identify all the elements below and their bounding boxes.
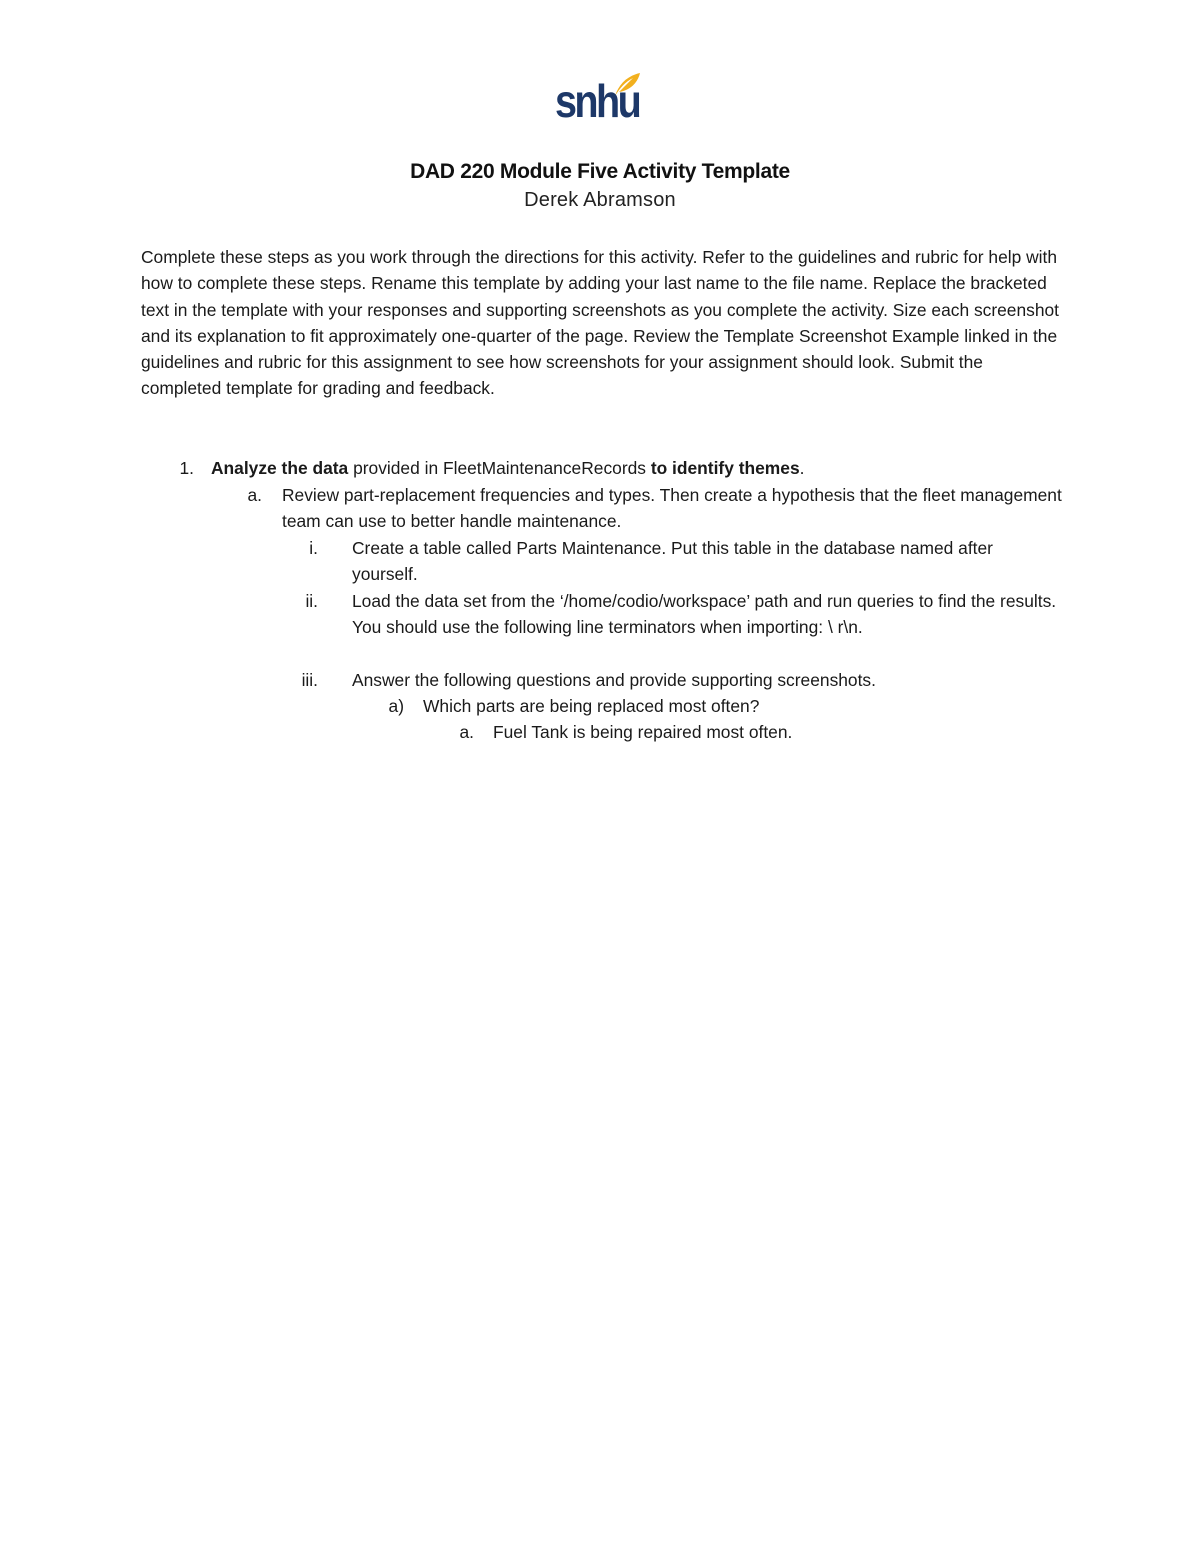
step-1-bold-tail: to identify themes — [650, 458, 800, 478]
document-title: DAD 220 Module Five Activity Template — [410, 160, 790, 183]
step-a: Review part-replacement frequencies and types. Then create a hypothesis that the fleet management team can use to better handle maintenance. — [282, 485, 1062, 532]
snhu-logo — [555, 72, 641, 134]
list-marker-answer-a: a. — [459, 722, 474, 742]
step-i: Create a table called Parts Maintenance. Put this table in the database named after yourself. — [352, 538, 993, 585]
list-marker-a: a. — [247, 485, 262, 505]
list-marker-question-a: a) — [388, 696, 404, 716]
logo-wordmark: snhu — [555, 75, 640, 127]
list-marker-ii: ii. — [305, 591, 318, 611]
step-iii: Answer the following questions and provide supporting screenshots. — [352, 670, 876, 690]
document-author: Derek Abramson — [524, 189, 676, 211]
step-1-bold-lead: Analyze the data — [211, 458, 349, 478]
list-marker-i: i. — [309, 538, 318, 558]
list-marker-iii: iii. — [301, 670, 318, 690]
intro-paragraph: Complete these steps as you work through the directions for this activity. Refer to the guidelines and rubric for help with how to complete these steps. Rename this template by adding your last name to the file name. Replace the bracketed text in the template with your responses and supporting screenshots as you complete the activity. Size each screenshot and its explanation to fit approximately one-quarter of the page. Review the Template Screenshot Example linked in the guidelines and rubric for this assignment to see how screenshots for your assignment should look. Submit the completed template for grading and feedback. — [141, 247, 1060, 399]
list-marker-1: 1. — [179, 458, 194, 478]
step-1-middle: provided in FleetMaintenanceRecords — [348, 458, 651, 478]
question-a: Which parts are being replaced most often? — [423, 696, 760, 716]
step-1-end: . — [799, 458, 805, 478]
step-ii: Load the data set from the ‘/home/codio/workspace’ path and run queries to find the results. You should use the following line terminators when importing: \ r\n. — [352, 591, 1057, 638]
answer-a: Fuel Tank is being repaired most often. — [493, 722, 793, 742]
step-1 — [211, 455, 804, 481]
